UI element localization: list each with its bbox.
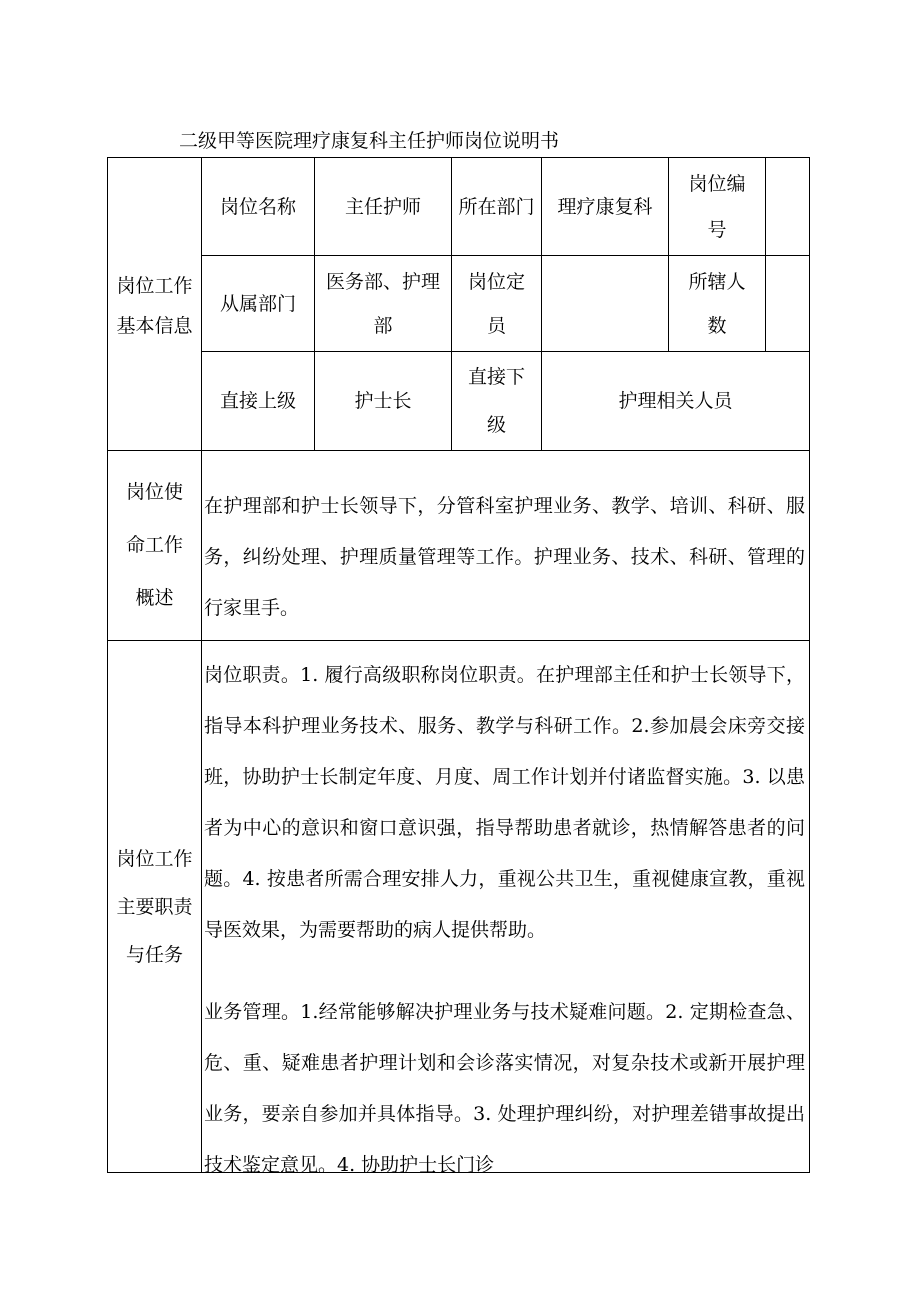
basic-info-section-label: 岗位工作基本信息 <box>116 275 193 337</box>
affiliated-dept-label: 从属部门 <box>219 292 296 315</box>
subordinates-count-value <box>766 256 809 351</box>
department-label: 所在部门 <box>458 195 535 218</box>
mission-section-label: 岗位使命工作概述 <box>125 481 183 609</box>
position-code-label: 岗位编号 <box>688 172 746 241</box>
table-border-right <box>809 157 810 1173</box>
position-name-label: 岗位名称 <box>219 195 296 218</box>
department-value: 理疗康复科 <box>557 195 653 218</box>
direct-subordinate-label: 直接下级 <box>467 366 525 436</box>
position-code-value <box>766 158 809 255</box>
subordinates-count-label: 所辖人数 <box>688 270 746 337</box>
mission-text: 在护理部和护士长领导下，分管科室护理业务、教学、培训、科研、服务，纠纷处理、护理质量管理等工作。护理业务、技术、科研、管理的行家里手。 <box>204 495 805 619</box>
duties-paragraph-2: 业务管理。1.经常能够解决护理业务与技术疑难问题。2. 定期检查急、危、重、疑难患者护理计划和会诊落实情况，对复杂技术或新开展护理业务，要亲自参加并具体指导。3. 处理护理纠纷，对护理差错事故提出技术鉴定意见。4. 协助护士长门诊 <box>204 1001 805 1176</box>
affiliated-dept-value: 医务部、护理部 <box>325 270 440 337</box>
direct-superior-label: 直接上级 <box>219 390 296 412</box>
staffing-label: 岗位定员 <box>467 270 525 337</box>
direct-subordinate-value: 护理相关人员 <box>618 390 733 412</box>
table-rule <box>107 640 810 641</box>
staffing-value <box>542 256 668 351</box>
position-name-value: 主任护师 <box>344 195 421 218</box>
table-rule <box>107 450 810 451</box>
duties-paragraph-1: 岗位职责。1. 履行高级职称岗位职责。在护理部主任和护士长领导下，指导本科护理业务技术、服务、教学与科研工作。2.参加晨会床旁交接班，协助护士长制定年度、月度、周工作计划并付诸监督实施。3. 以患者为中心的意识和窗口意识强，指导帮助患者就诊，热情解答患者的问题。4. 按患者所需合理安排人力，重视公共卫生，重视健康宣教，重视导医效果，为需要帮助的病人提供帮助。 <box>204 664 805 941</box>
document-title: 二级甲等医院理疗康复科主任护师岗位说明书 <box>179 130 560 152</box>
duties-section-label: 岗位工作主要职责与任务 <box>116 847 193 966</box>
direct-superior-value: 护士长 <box>354 390 412 412</box>
